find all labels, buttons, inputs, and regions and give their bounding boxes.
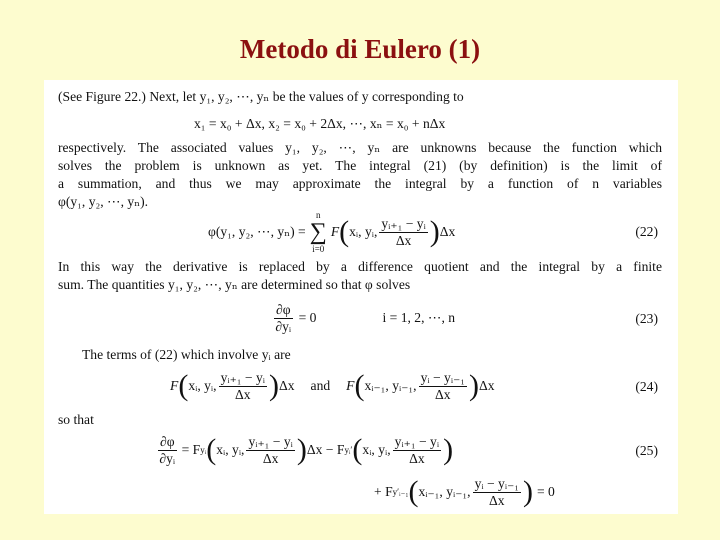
eq22-args: xᵢ, yᵢ, [349,224,378,239]
text-panel [44,80,678,514]
paren-close: ) [443,433,454,466]
paragraph-line: a summation, and thus we may approximate the integral by a function of n variables [58,176,662,191]
paren-open: ( [339,215,350,248]
fraction-denominator: Δx [435,386,451,402]
fraction-numerator: ∂φ [276,301,291,317]
equation-22 [208,212,455,252]
fraction-denominator: Δx [409,450,425,466]
equation-25-line-1: $\frac{\partial\varphi}{\text{∂yᵢ}}$ = F yᵢ ( xᵢ, yᵢ, $\frac{\text{yᵢ₊₁ − yᵢ}}{\Delta x}$ ) Δx − F yᵢ′ ( xᵢ, yᵢ, $\frac{\text{yᵢ₊₁ − yᵢ}}{\Delta x}$ ) [159,433,454,466]
paragraph-line: φ(y₁, y₂, ⋯, yₙ). [58,194,149,209]
eq24-args-2: xᵢ₋₁, yᵢ₋₁, [364,378,417,393]
paren-close: ) [268,369,279,402]
equation-24 [170,366,495,406]
paragraph-line: respectively. The associated values y₁, y₂, ⋯, yₙ are unknowns because the function which [58,140,662,155]
equation-number-22: (22) [635,224,658,239]
fraction-denominator: ∂yᵢ [159,450,176,466]
summation-symbol [310,210,327,254]
slide-title: Metodo di Eulero (1) [239,34,481,64]
eq24-args-1: xᵢ, yᵢ, [188,378,217,393]
eq23-fraction [274,302,293,335]
paren-open: ( [354,369,365,402]
so-that-line: so that [58,412,94,427]
eq24-tail-2: Δx [478,378,495,393]
paren-open: ( [206,433,217,466]
eq25-end: = 0 [536,484,555,499]
eq25-fraction-3 [473,476,521,509]
eq24-fraction-2 [419,370,467,403]
fraction-numerator: yᵢ₊₁ − yᵢ [381,215,426,231]
paragraph-line: solves the problem is unknown as yet. The integral (21) (by definition) is the limit of [58,158,662,173]
eq22-fraction [379,216,427,249]
fraction-numerator: yᵢ − yᵢ₋₁ [474,475,519,491]
eq25-plus-F: + F [374,484,393,499]
fraction-denominator: Δx [235,386,251,402]
paren-close: ) [429,215,440,248]
equation-number-23: (23) [635,311,658,326]
paren-close: ) [468,369,479,402]
fraction-denominator: Δx [262,450,279,466]
equation-x-values: x₁ = x₀ + Δx, x₂ = x₀ + 2Δx, ⋯, xₙ = x₀ + nΔx [194,116,446,131]
sum-lower-limit: i=0 [312,244,325,254]
paren-open: ( [408,475,419,508]
terms-line: The terms of (22) which involve yᵢ are [82,347,291,362]
intro-line: (See Figure 22.) Next, let y₁, y₂, ⋯, yₙ be the values of y corresponding to [58,89,464,104]
paren-close: ) [522,475,533,508]
paren-open: ( [352,433,363,466]
eq25-args-3: xᵢ₋₁, yᵢ₋₁, [418,484,471,499]
eq24-tail-1: Δx [278,378,295,393]
equation-number-25: (25) [635,443,658,458]
eq24-and: and [310,378,331,393]
eq22-lhs: φ(y₁, y₂, ⋯, yₙ) = [208,224,306,239]
eq25-equals-F: = F [181,442,201,457]
paragraph-line: sum. The quantities y₁, y₂, ⋯, yₙ are determined so that φ solves [58,277,411,292]
paren-close: ) [296,433,307,466]
fraction-numerator: yᵢ − yᵢ₋₁ [420,369,465,385]
paren-open: ( [178,369,189,402]
eq25-mid: Δx − F [306,442,345,457]
function-F: F [346,378,355,393]
eq23-index-range: i = 1, 2, ⋯, n [382,310,456,325]
fraction-numerator: yᵢ₊₁ − yᵢ [220,369,265,385]
sigma-glyph: ∑ [309,219,327,245]
eq23-rhs: = 0 [298,310,317,325]
function-F: F [170,378,179,393]
equation-23 [272,298,455,338]
equation-number-24: (24) [635,379,658,394]
eq25-args-2: xᵢ, yᵢ, [362,442,391,457]
equation-25-line-2: + F y′ᵢ₋₁ ( xᵢ₋₁, yᵢ₋₁, $\frac{\text{yᵢ − yᵢ₋₁}}{\Delta x}$ ) = 0 [374,475,555,508]
paragraph-line: In this way the derivative is replaced by a difference quotient and the integral by a finite [58,259,662,274]
sum-upper-limit: n [316,210,321,220]
eq25-fraction-1 [246,434,294,467]
fraction-denominator: ∂yᵢ [275,318,292,334]
fraction-numerator: yᵢ₊₁ − yᵢ [394,433,440,449]
eq22-tail: Δx [439,224,456,239]
fraction-denominator: Δx [489,492,505,508]
function-F: F [330,224,340,239]
eq25-fraction-2 [393,434,441,467]
fraction-numerator: yᵢ₊₁ − yᵢ [248,433,293,449]
fraction-denominator: Δx [395,232,412,248]
eq24-fraction-1 [219,370,267,403]
fraction-numerator: ∂φ [160,433,175,449]
eq25-args-1: xᵢ, yᵢ, [216,442,245,457]
eq25-lhs-fraction [158,434,177,467]
